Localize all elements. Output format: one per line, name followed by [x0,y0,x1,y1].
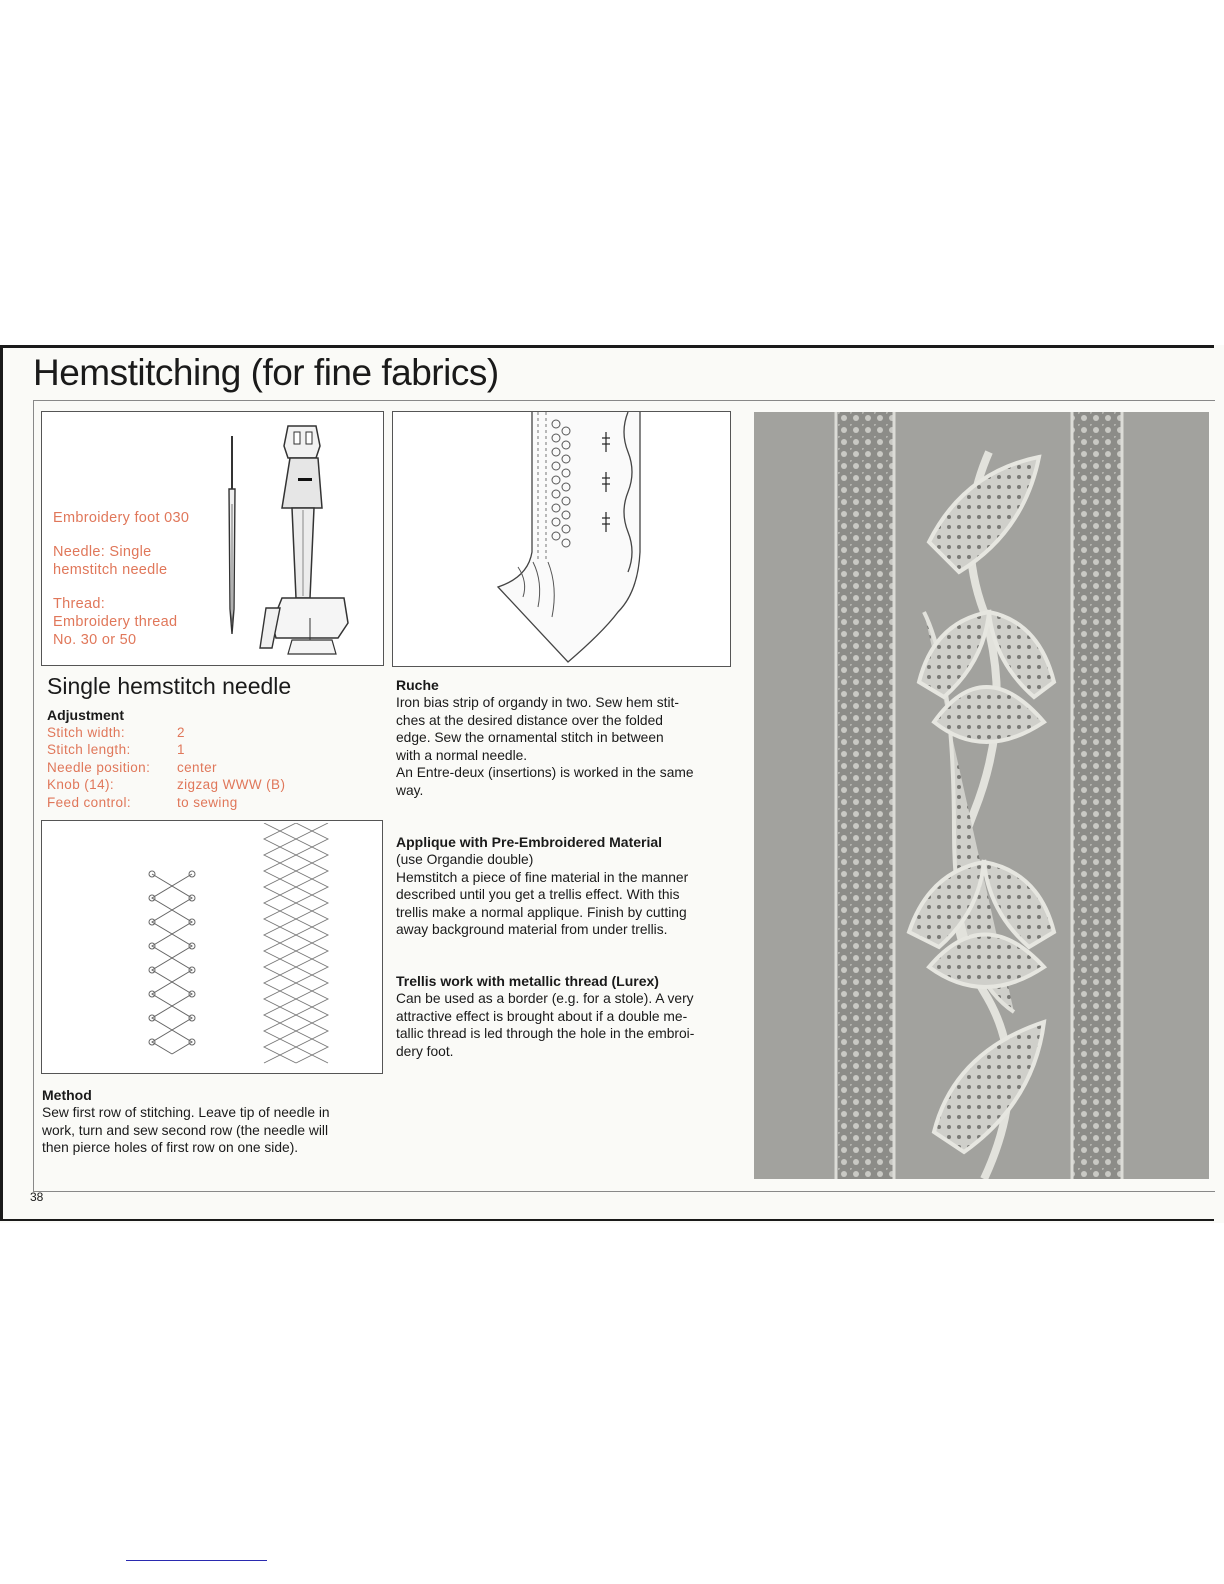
page-number: 38 [30,1190,44,1204]
ruche-line: edge. Sew the ornamental stitch in between [396,730,664,745]
foot-illustration-box [41,411,384,666]
applique-line: described until you get a trellis effect. With this [396,887,680,902]
double-row-stitch-diagram [252,823,332,1071]
applique-line: away background material from under trellis. [396,922,668,937]
needle-spec-line2: hemstitch needle [53,562,168,578]
single-row-stitch-diagram [142,866,202,1066]
trellis-line: Can be used as a border (e.g. for a stole). A very [396,991,694,1006]
method-heading: Method [42,1087,92,1103]
setting-value-feed-control: to sewing [177,795,238,810]
ruche-illustration-box [392,411,731,667]
foot-spec: Embroidery foot 030 [53,510,190,526]
trellis-heading: Trellis work with metallic thread (Lurex) [396,973,659,989]
applique-line: trellis make a normal applique. Finish by cutting [396,904,687,920]
applique-line: Hemstitch a piece of fine material in the manner [396,869,689,885]
thread-spec-line1: Thread: [53,596,106,612]
ruche-line: An Entre-deux (insertions) is worked in the same [396,765,694,780]
page-left-edge [0,345,3,1221]
applique-heading: Applique with Pre-Embroidered Material [396,834,663,850]
ruche-line: ches at the desired distance over the folded [396,712,663,728]
needle-section-heading: Single hemstitch needle [47,673,292,699]
trellis-body [396,990,736,1060]
ruche-body [396,694,736,799]
adjustment-heading: Adjustment [47,707,124,723]
thread-spec-line2: Embroidery thread [53,614,178,630]
ruche-line: way. [396,782,424,798]
trellis-line: tallic thread is led through the hole in the embroi- [396,1026,695,1041]
thread-spec-line3: No. 30 or 50 [53,632,137,648]
embroidery-photo [754,412,1209,1179]
setting-label-stitch-width: Stitch width: [47,725,125,740]
embroidery-foot-illustration [252,418,362,658]
method-line: then pierce holes of first row on one side). [42,1140,299,1155]
footer-link-underline [126,1560,267,1561]
setting-label-knob: Knob (14): [47,777,115,792]
needle-illustration [222,434,242,639]
applique-line: (use Organdie double) [396,852,534,867]
setting-value-needle-position: center [177,760,217,775]
page-title: Hemstitching (for fine fabrics) [33,352,499,393]
setting-value-knob: zigzag WWW (B) [177,777,286,792]
stitch-pattern-box [41,820,383,1074]
trellis-line: attractive effect is brought about if a double me- [396,1008,688,1024]
ruche-line: with a normal needle. [396,747,528,763]
ruche-line: Iron bias strip of organdy in two. Sew hem stit- [396,695,679,710]
setting-value-stitch-length: 1 [177,742,185,757]
method-line: Sew first row of stitching. Leave tip of needle in [42,1105,330,1120]
bottom-rule [0,1219,1214,1221]
setting-label-stitch-length: Stitch length: [47,742,131,757]
setting-value-stitch-width: 2 [177,725,185,740]
setting-label-feed-control: Feed control: [47,795,131,810]
setting-label-needle-position: Needle position: [47,760,151,775]
top-rule [0,345,1214,348]
applique-body [396,851,736,939]
method-line: work, turn and sew second row (the needle will [42,1122,329,1138]
method-body [42,1104,387,1157]
ruche-illustration [488,412,658,664]
needle-spec-line1: Needle: Single [53,544,152,560]
ruche-heading: Ruche [396,677,439,693]
trellis-line: dery foot. [396,1043,454,1059]
